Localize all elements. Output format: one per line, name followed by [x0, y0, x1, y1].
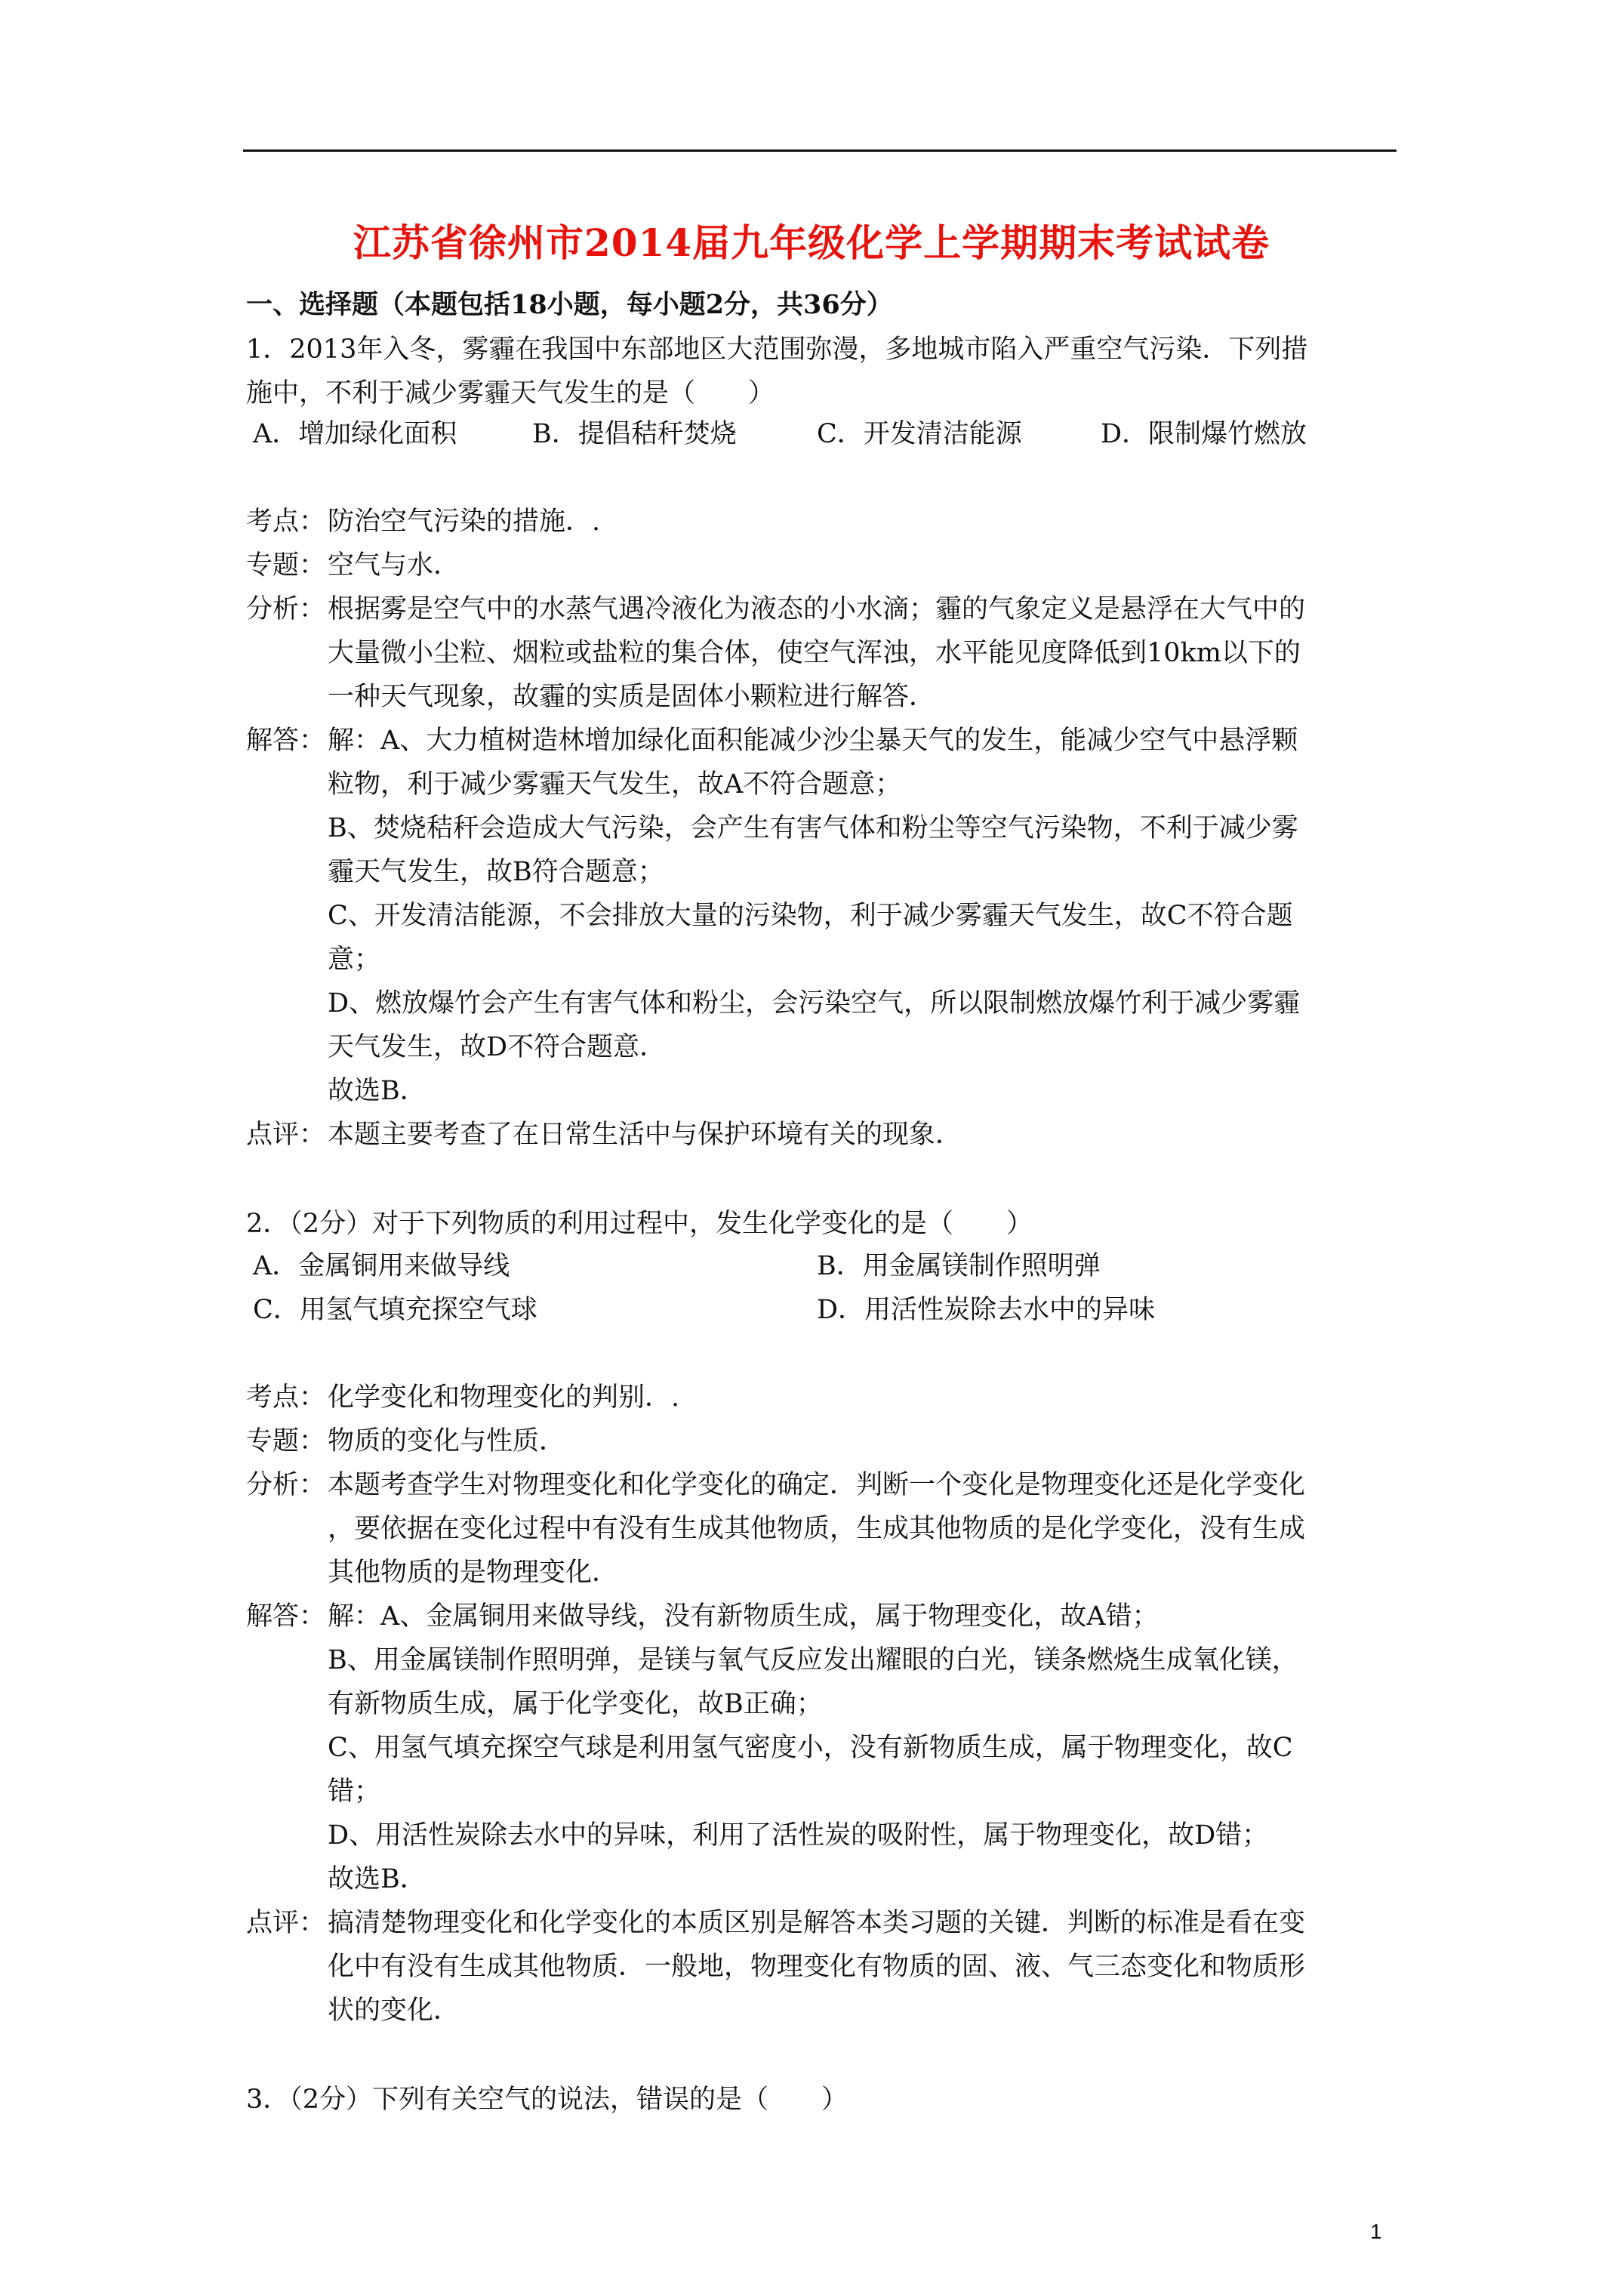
q3-stem-line1: 3．（2分）下列有关空气的说法，错误的是（ ） [246, 2085, 848, 2115]
q2-point-label: 考点： [246, 1382, 326, 1413]
q2-answer-line7: 故选B． [328, 1864, 427, 1894]
header-rule [243, 149, 1397, 152]
q2-answer [246, 1601, 1159, 1632]
q1-option-d: D．限制爆竹燃放 [1101, 419, 1307, 449]
q1-answer-line9: 故选B． [328, 1076, 427, 1106]
q2-analysis-label: 分析： [246, 1470, 326, 1500]
q2-answer-line1: 解：A、金属铜用来做导线，没有新物质生成，属于物理变化，故A错； [328, 1601, 1159, 1632]
q1-stem-line1: 1．2013年入冬，雾霾在我国中东部地区大范围弥漫，多地城市陷入严重空气污染．下列措 [246, 334, 1308, 365]
q2-comment-line1: 搞清楚物理变化和化学变化的本质区别是解答本类习题的关键．判断的标准是看在变 [328, 1908, 1306, 1938]
q1-comment-line1: 本题主要考查了在日常生活中与保护环境有关的现象． [328, 1120, 962, 1150]
q1-topic-label: 专题： [246, 550, 326, 581]
q2-analysis-line1: 本题考查学生对物理变化和化学变化的确定．判断一个变化是物理变化还是化学变化 [328, 1470, 1306, 1500]
q2-answer-label: 解答： [246, 1601, 326, 1632]
page-title: 江苏省徐州市2014届九年级化学上学期期末考试试卷 [353, 220, 1270, 265]
q1-answer-line3: B、焚烧秸秆会造成大气污染，会产生有害气体和粉尘等空气污染物，不利于减少雾 [328, 813, 1298, 843]
q1-comment [246, 1119, 962, 1151]
q2-point [246, 1382, 679, 1413]
q1-comment-label: 点评： [246, 1120, 326, 1150]
page-number: 1 [1370, 2220, 1382, 2243]
q1-analysis-line2: 大量微小尘粒、烟粒或盐粒的集合体，使空气浑浊，水平能见度降低到10km以下的 [328, 638, 1301, 668]
q2-answer-line3: 有新物质生成，属于化学变化，故B正确； [328, 1689, 823, 1719]
q1-answer-line1: 解：A、大力植树造林增加绿化面积能减少沙尘暴天气的发生，能减少空气中悬浮颗 [328, 726, 1298, 756]
q2-option-d: D．用活性炭除去水中的异味 [817, 1295, 1156, 1325]
q1-point-label: 考点： [246, 507, 326, 537]
q2-stem-line1: 2．（2分）对于下列物质的利用过程中，发生化学变化的是（ ） [246, 1209, 1033, 1239]
q2-topic-text: 物质的变化与性质． [328, 1426, 566, 1456]
q2-point-text: 化学变化和物理变化的判别．. [328, 1382, 680, 1413]
q1-answer-line5: C、开发清洁能源，不会排放大量的污染物，利于减少雾霾天气发生，故C不符合题 [328, 901, 1293, 931]
q2-option-b: B．用金属镁制作照明弹 [817, 1251, 1101, 1281]
q1-option-b: B．提倡秸秆焚烧 [532, 419, 737, 449]
section-heading: 一、选择题（本题包括18小题，每小题2分，共36分） [246, 289, 893, 320]
q1-analysis-label: 分析： [246, 594, 326, 624]
q2-topic-label: 专题： [246, 1426, 326, 1456]
q1-answer [246, 725, 1298, 757]
q2-analysis-line2: ，要依据在变化过程中有没有生成其他物质，生成其他物质的是化学变化，没有生成 [328, 1514, 1306, 1544]
q2-analysis-line3: 其他物质的是物理变化． [328, 1558, 619, 1588]
q2-comment-line3: 状的变化． [328, 1996, 460, 2026]
q2-option-a: A．金属铜用来做导线 [253, 1251, 510, 1281]
q1-answer-line6: 意； [328, 945, 381, 975]
q1-answer-line7: D、燃放爆竹会产生有害气体和粉尘，会污染空气，所以限制燃放爆竹利于减少雾霾 [328, 988, 1301, 1019]
q1-topic-text: 空气与水． [328, 550, 460, 581]
q1-topic [246, 550, 460, 581]
q2-answer-line5: 错； [328, 1777, 381, 1807]
q1-analysis [246, 593, 1305, 625]
q1-answer-line4: 霾天气发生，故B符合题意； [328, 857, 664, 887]
q1-analysis-line1: 根据雾是空气中的水蒸气遇冷液化为液态的小水滴；霾的气象定义是悬浮在大气中的 [328, 594, 1306, 624]
q1-analysis-line3: 一种天气现象，故霾的实质是固体小颗粒进行解答． [328, 682, 936, 712]
q1-answer-label: 解答： [246, 726, 326, 756]
q2-answer-line4: C、用氢气填充探空气球是利用氢气密度小，没有新物质生成，属于物理变化，故C [328, 1733, 1293, 1763]
q1-answer-line2: 粒物，利于减少雾霾天气发生，故A不符合题意； [328, 769, 902, 800]
q2-answer-line6: D、用活性炭除去水中的异味，利用了活性炭的吸附性，属于物理变化，故D错； [328, 1820, 1269, 1851]
q1-point [246, 506, 600, 538]
q1-point-text: 防治空气污染的措施．. [328, 507, 601, 537]
q1-stem-line2: 施中，不利于减少雾霾天气发生的是（ ） [246, 378, 775, 408]
q2-comment-label: 点评： [246, 1908, 326, 1938]
q2-analysis [246, 1469, 1305, 1501]
q1-option-c: C．开发清洁能源 [817, 419, 1022, 449]
q1-answer-line8: 天气发生，故D不符合题意． [328, 1032, 667, 1062]
q1-option-a: A．增加绿化面积 [253, 419, 457, 449]
q2-comment-line2: 化中有没有生成其他物质．一般地，物理变化有物质的固、液、气三态变化和物质形 [328, 1952, 1306, 1982]
q2-topic [246, 1425, 565, 1457]
q2-comment [246, 1907, 1305, 1939]
q2-answer-line2: B、用金属镁制作照明弹，是镁与氧气反应发出耀眼的白光，镁条燃烧生成氧化镁， [328, 1645, 1298, 1675]
q2-option-c: C．用氢气填充探空气球 [253, 1295, 537, 1325]
